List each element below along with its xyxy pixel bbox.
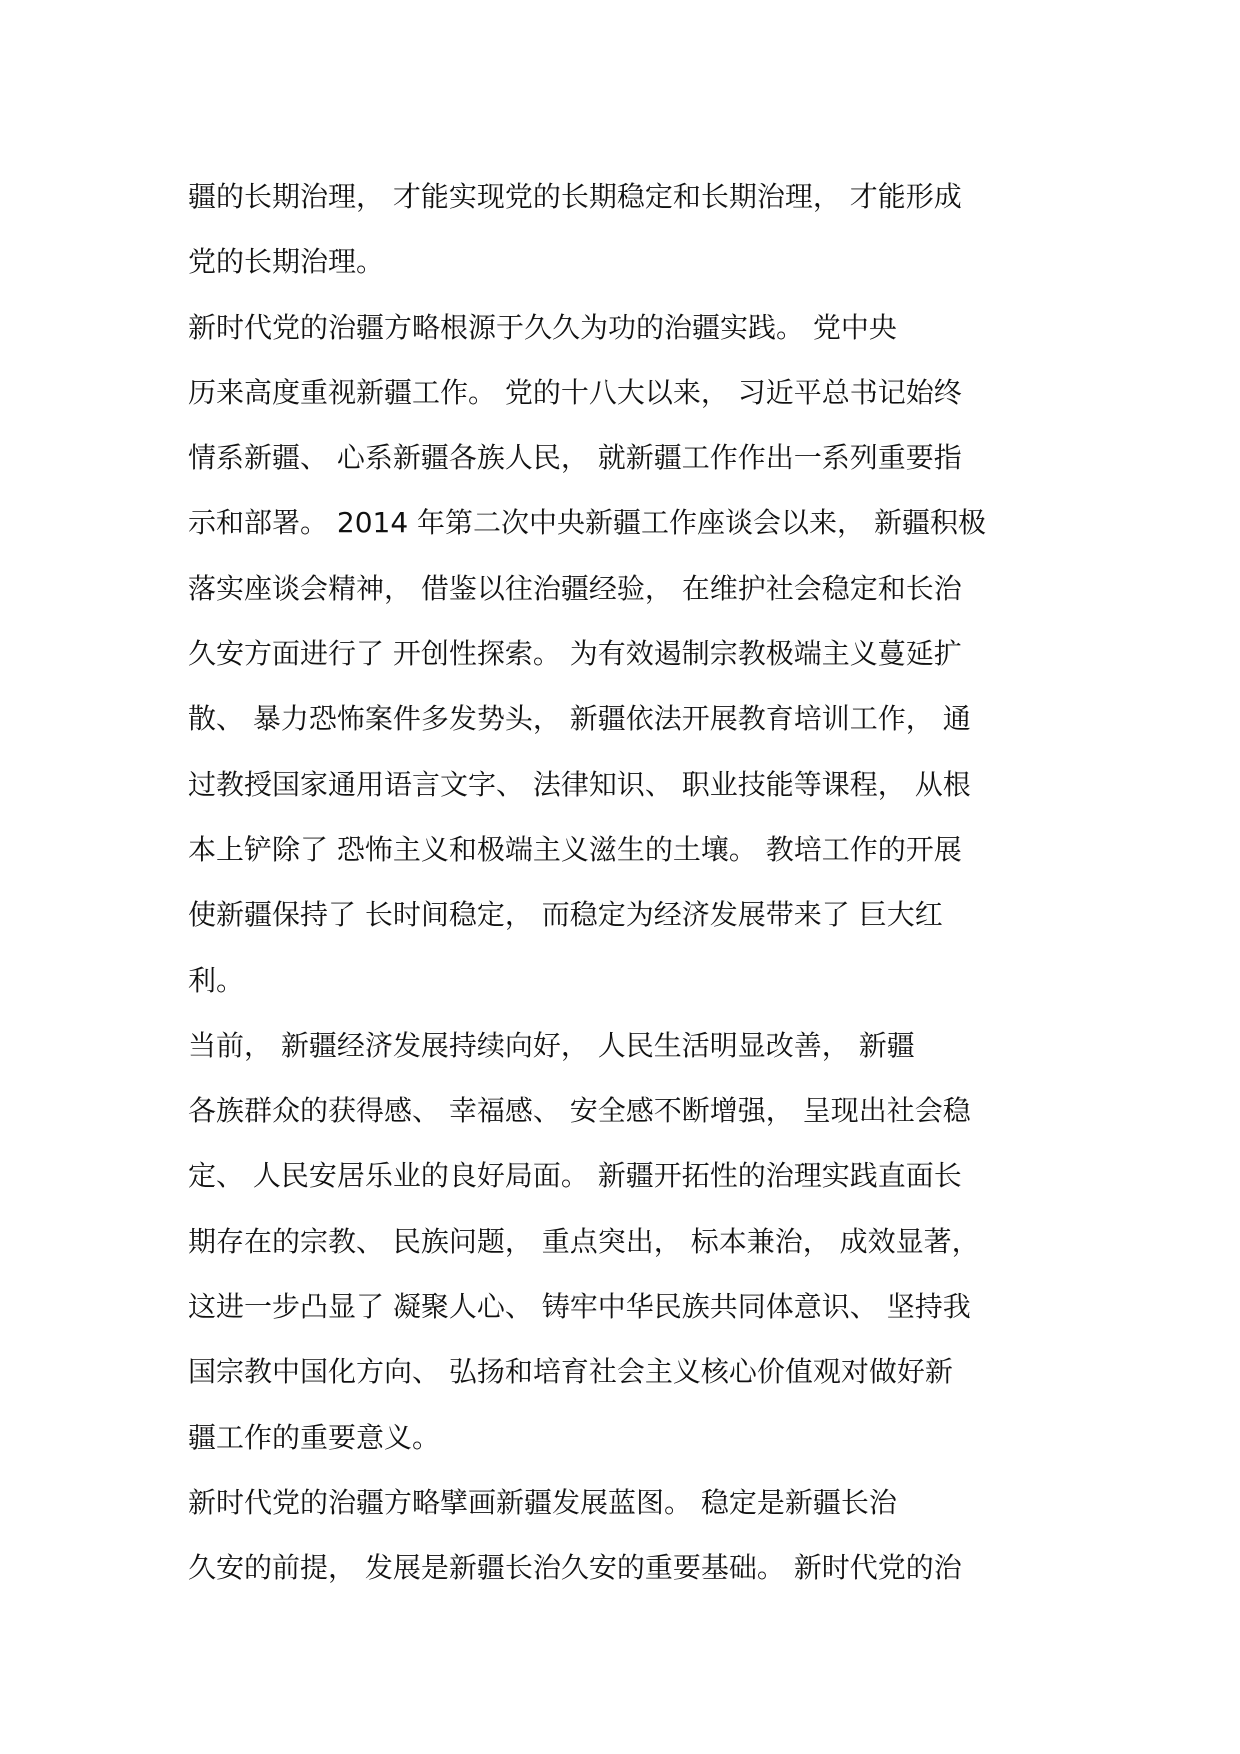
text-line: 新时代党的治疆方略擘画新疆发展蓝图。 稳定是新疆长治 (188, 1485, 897, 1519)
text-line: 落实座谈会精神， 借鉴以往治疆经验， 在维护社会稳定和长治 (188, 571, 962, 605)
text-line: 党的长期治理。 (188, 245, 385, 279)
text-line: 久安方面进行了 开创性探索。 为有效遏制宗教极端主义蔓延扩 (188, 637, 962, 671)
text-line: 历来高度重视新疆工作。 党的十八大以来， 习近平总书记始终 (188, 375, 962, 409)
text-line: 示和部署。 2014 年第二次中央新疆工作座谈会以来， 新疆积极 (188, 506, 986, 540)
text-line: 各族群众的获得感、 幸福感、 安全感不断增强， 呈现出社会稳 (188, 1094, 971, 1128)
text-line: 本上铲除了 恐怖主义和极端主义滋生的土壤。 教培工作的开展 (188, 832, 962, 866)
text-line: 疆工作的重要意义。 (188, 1420, 441, 1454)
document-body (188, 164, 1068, 1601)
text-line: 国宗教中国化方向、 弘扬和培育社会主义核心价值观对做好新 (188, 1355, 953, 1389)
text-line: 新时代党的治疆方略根源于久久为功的治疆实践。 党中央 (188, 310, 897, 344)
text-line: 使新疆保持了 长时间稳定， 而稳定为经济发展带来了 巨大红 (188, 898, 943, 932)
text-line: 定、 人民安居乐业的良好局面。 新疆开拓性的治理实践直面长 (188, 1159, 962, 1193)
text-line: 久安的前提， 发展是新疆长治久安的重要基础。 新时代党的治 (188, 1551, 962, 1585)
text-line: 期存在的宗教、 民族问题， 重点突出， 标本兼治， 成效显著， (188, 1224, 980, 1258)
text-line: 过教授国家通用语言文字、 法律知识、 职业技能等课程， 从根 (188, 767, 971, 801)
text-line: 当前， 新疆经济发展持续向好， 人民生活明显改善， 新疆 (188, 1028, 915, 1062)
text-line: 这进一步凸显了 凝聚人心、 铸牢中华民族共同体意识、 坚持我 (188, 1290, 971, 1324)
text-line: 散、 暴力恐怖案件多发势头， 新疆依法开展教育培训工作， 通 (188, 702, 971, 736)
text-line: 疆的长期治理， 才能实现党的长期稳定和长期治理， 才能形成 (188, 180, 962, 213)
text-line: 情系新疆、 心系新疆各族人民， 就新疆工作作出一系列重要指 (188, 441, 962, 475)
text-line: 利。 (188, 963, 245, 997)
